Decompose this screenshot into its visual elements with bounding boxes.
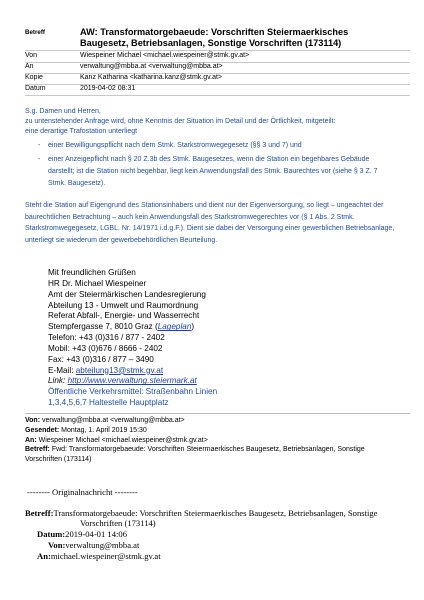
fwd-sent-value: Montag, 1. April 2019 15:30: [59, 426, 147, 434]
orig-subject: [25, 508, 377, 519]
bullet-2-line-1: einer Anzeigepflicht nach § 20 Z.3b des Stmk. Baugesetzes, wenn die Station ein begehbares Gebäude: [48, 156, 370, 163]
sig-closing: Mit freundlichen Grüßen: [48, 268, 136, 277]
signature-block: [48, 268, 217, 409]
sig-section: Referat Abfall-, Energie- und Wasserrecht: [48, 311, 200, 321]
orig-from-value: verwaltung@mbba.at: [65, 540, 140, 550]
forward-header: [25, 416, 405, 465]
subject-line-2: Baugesetz, Betriebsanlagen, Sonstige Vorschriften (173114): [80, 38, 342, 48]
sig-weblink-url[interactable]: http://www.verwaltung.steiermark.at: [67, 376, 197, 386]
bullet-dash: -: [38, 156, 41, 163]
subject-line-1: AW: Transformatorgebaeude: Vorschriften Steiermaerkisches: [80, 27, 349, 37]
sig-name: HR Dr. Michael Wiespeiner: [48, 278, 147, 288]
date-label: Datum: [25, 85, 46, 92]
paragraph-line-4: unterliegt sie wiederum der gewerbebehördlichen Beurteilung.: [25, 236, 218, 244]
sig-address: [48, 322, 217, 333]
fwd-subject-cont: Vorschriften (173114): [25, 456, 92, 464]
fwd-subject-label: Betreff:: [25, 446, 50, 454]
fwd-from: [25, 416, 405, 426]
header-divider: [25, 50, 410, 51]
sig-address-end: ): [191, 322, 195, 332]
orig-to: [37, 551, 161, 562]
lageplan-link[interactable]: Lageplan: [157, 322, 192, 332]
fwd-from-label: Von:: [25, 417, 41, 424]
paragraph-line-3: Starkstromwegegesetz, LGBL. Nr. 14/1971 i.d.g.F.). Dient sie dabei der Versorgung einer gewerblichen Betriebsanlage,: [25, 225, 395, 233]
orig-to-label: An:: [37, 551, 51, 561]
paragraph-line-2: baurechtlichen Betrachtung – auch kein Anwendungsfall des Starkstromwegerechtes vor (§ 1 Abs. 2 Stmk.: [25, 213, 355, 221]
sig-phone: Telefon: +43 (0)316 / 877 - 2402: [48, 333, 165, 343]
orig-from: [48, 540, 139, 551]
fwd-to: [25, 436, 405, 446]
fwd-to-value: Wiespeiner Michael <michael.wiespeiner@stmk.gv.at>: [36, 436, 208, 444]
intro-line-2: eine derartige Trafostation unterliegt: [25, 128, 138, 135]
subject-label: Betreff: [25, 29, 45, 36]
orig-date-value: 2019-04-01 14:06: [65, 529, 127, 539]
fwd-sent: [25, 426, 405, 436]
sig-mobile: Mobil: +43 (0)676 / 8666 - 2402: [48, 343, 163, 353]
to-value[interactable]: verwaltung@mbba.at <verwaltung@mbba.at>: [80, 63, 223, 70]
paragraph-line-1: Steht die Station auf Eigengrund des Stationsinhabers und dient nur der Eigenversorgung, so liegt – ungeachtet der: [25, 202, 384, 209]
header-divider: [25, 95, 410, 96]
bullet-1: [38, 141, 408, 151]
cc-value[interactable]: Kanz Katharina <katharina.kanz@stmk.gv.at>: [80, 74, 222, 81]
fwd-from-value: verwaltung@mbba.at <verwaltung@mbba.at>: [40, 417, 185, 424]
from-label: Von: [25, 52, 38, 59]
cc-label: Kopie: [25, 74, 43, 81]
sig-address-text: Stempfergasse 7, 8010 Graz (: [48, 322, 158, 332]
orig-subject-value: Transformatorgebaeude: Vorschriften Steiermaerkisches Baugesetz, Betriebsanlagen, Sonstige: [53, 508, 378, 518]
bullet-dash: -: [38, 142, 41, 149]
bullet-2: [38, 155, 408, 190]
orig-from-label: Von:: [48, 540, 66, 550]
sig-email-label: E-Mail:: [48, 365, 76, 375]
sig-weblink: [48, 376, 217, 387]
email-subject: [80, 27, 410, 49]
orig-to-value: michael.wiespeiner@stmk.gv.at: [50, 551, 161, 561]
intro-line-1: zu untenstehender Anfrage wird, ohne Kenntnis der Situation im Detail und der Örtlichkeit, mitgeteilt:: [25, 118, 336, 125]
to-label: An: [25, 63, 34, 70]
sig-department: Abteilung 13 - Umwelt und Raumordnung: [48, 300, 199, 310]
fwd-subject: [25, 445, 405, 455]
fwd-to-label: An:: [25, 436, 37, 444]
fwd-subject-value-1: Fwd: Transformatorgebaeude: Vorschriften Steiermaerkisches Baugesetz, Betriebsanlagen, Sonstige: [49, 446, 365, 454]
bullet-2-line-3: Stmk. Baugesetz).: [48, 180, 106, 188]
orig-subject-cont: Vorschriften (173114): [80, 518, 156, 528]
sig-email: [48, 366, 217, 377]
from-value[interactable]: Wiespeiner Michael <michael.wiespeiner@stmk.gv.at>: [80, 52, 250, 59]
greeting: S.g. Damen und Herren,: [25, 108, 101, 115]
sig-email-link[interactable]: abteilung13@stmk.gv.at: [75, 365, 164, 375]
sig-office: Amt der Steiermärkischen Landesregierung: [48, 289, 206, 299]
forward-divider: [25, 413, 410, 414]
fwd-sent-label: Gesendet:: [25, 426, 60, 434]
date-value: 2019-04-02 08:31: [80, 85, 136, 92]
sig-fax: Fax: +43 (0)316 / 877 – 3490: [48, 354, 154, 364]
bullet-1-text: einer Bewilligungspflicht nach dem Stmk. Starkstromwegegesetz (§§ 3 und 7) und: [48, 142, 302, 149]
sig-transit-stop: 1,3,4,5,6,7 Haltestelle Hauptplatz: [48, 398, 169, 408]
original-separator: -------- Originalnachricht --------: [27, 487, 138, 497]
orig-subject-label: Betreff:: [25, 508, 54, 518]
orig-date: [37, 529, 127, 540]
sig-weblink-label: Link:: [48, 376, 68, 386]
body-paragraph: [25, 200, 405, 246]
orig-date-label: Datum:: [37, 529, 66, 539]
sig-transit: Öffentliche Verkehrsmittel: Straßenbahn Linien: [48, 387, 218, 397]
bullet-2-line-2: darstellt; ist die Station nicht begehbar, liegt kein Anwendungsfall des Stmk. Baurechtes vor (siehe § 3 Z. 7: [48, 168, 378, 176]
